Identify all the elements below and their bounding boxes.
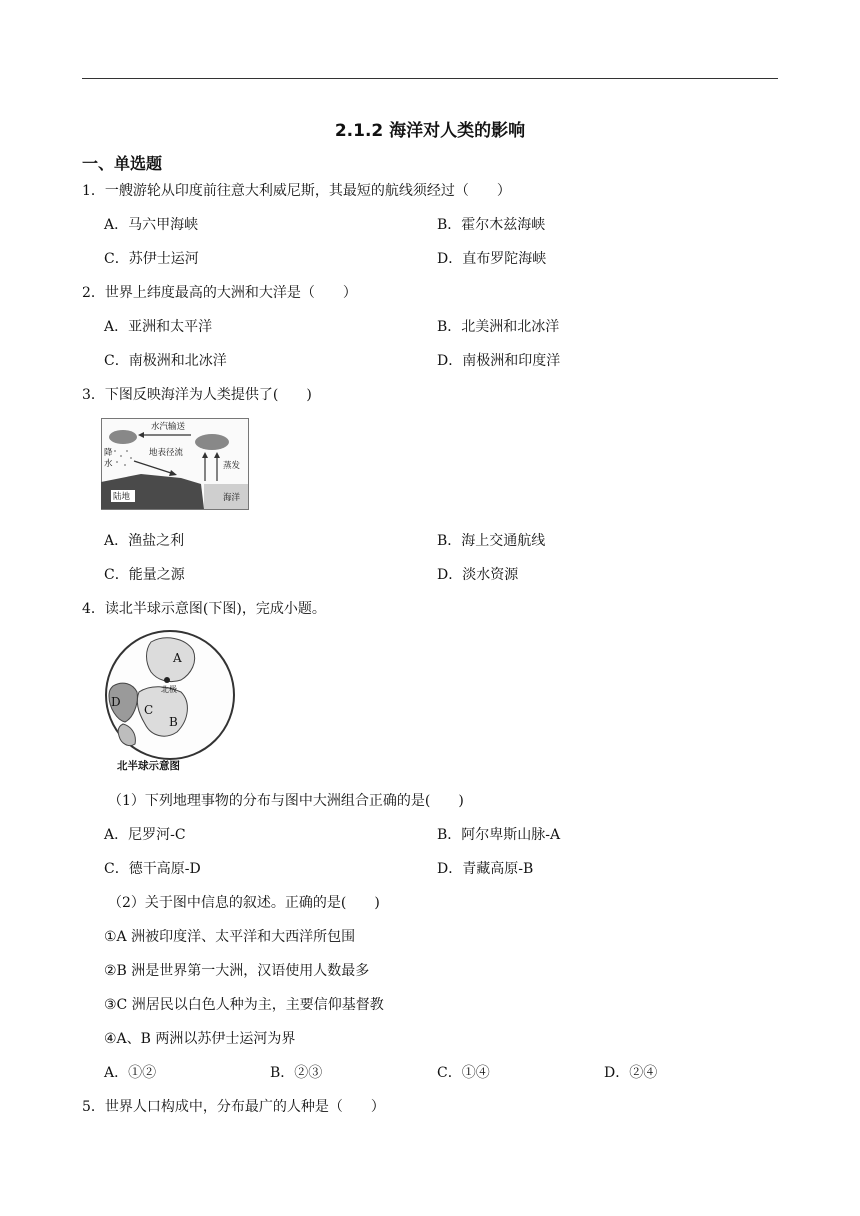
question-3-option-c[interactable]: C．能量之源 — [104, 567, 185, 583]
question-2-option-a[interactable]: A．亚洲和太平洋 — [104, 319, 213, 335]
question-4-sub2-option-d[interactable]: D．②④ — [604, 1065, 658, 1081]
question-3-option-b[interactable]: B．海上交通航线 — [437, 533, 546, 549]
question-1-option-d[interactable]: D．直布罗陀海峡 — [437, 251, 547, 267]
question-1-stem: 1．一艘游轮从印度前往意大利威尼斯，其最短的航线须经过（ ） — [82, 183, 511, 199]
question-4-sub1-option-d[interactable]: D．青藏高原-B — [437, 861, 534, 877]
cloud-right-icon — [195, 434, 229, 450]
north-pole-marker — [164, 677, 170, 683]
northern-hemisphere-map-figure — [101, 628, 239, 774]
question-4-sub2-stem: （2）关于图中信息的叙述。正确的是( ) — [108, 895, 380, 911]
map-label-b: B — [169, 715, 178, 729]
cloud-left-icon — [109, 430, 137, 444]
label-evaporation: 蒸发 — [223, 461, 241, 471]
question-4-sub2-option-b[interactable]: B．②③ — [270, 1065, 323, 1081]
question-3-stem: 3．下图反映海洋为人类提供了( ) — [82, 387, 312, 403]
continent-a-shape — [147, 638, 195, 682]
question-1-option-a[interactable]: A．马六甲海峡 — [104, 217, 199, 233]
map-caption: 北半球示意图 — [117, 760, 180, 772]
question-4-sub2-option-a[interactable]: A．①② — [104, 1065, 157, 1081]
map-label-c: C — [144, 703, 154, 717]
water-cycle-figure — [101, 418, 249, 510]
label-runoff: 地表径流 — [149, 448, 184, 458]
question-4-sub1-option-c[interactable]: C．德干高原-D — [104, 861, 201, 877]
question-4-sub1-option-b[interactable]: B．阿尔卑斯山脉-A — [437, 827, 561, 843]
question-3-option-d[interactable]: D．淡水资源 — [437, 567, 519, 583]
map-label-d: D — [111, 695, 121, 709]
question-2-option-c[interactable]: C．南极洲和北冰洋 — [104, 353, 227, 369]
map-label-a: A — [173, 651, 182, 665]
question-4-sub2-option-c[interactable]: C．①④ — [437, 1065, 490, 1081]
map-label-north-pole: 北极 — [161, 685, 177, 694]
question-1-option-b[interactable]: B．霍尔木兹海峡 — [437, 217, 546, 233]
question-2-option-b[interactable]: B．北美洲和北冰洋 — [437, 319, 560, 335]
label-precip-1: 降 — [104, 448, 113, 458]
question-4-stem: 4．读北半球示意图(下图)，完成小题。 — [82, 601, 326, 617]
question-4-sub1-option-a[interactable]: A．尼罗河-C — [104, 827, 186, 843]
statement-4: ④A、B 两洲以苏伊士运河为界 — [104, 1031, 296, 1047]
question-4-sub1-stem: （1）下列地理事物的分布与图中大洲组合正确的是( ) — [108, 793, 464, 809]
label-ocean: 海洋 — [223, 493, 241, 503]
label-land: 陆地 — [113, 492, 131, 502]
question-5-stem: 5．世界人口构成中，分布最广的人种是（ ） — [82, 1099, 385, 1115]
label-vapor: 水汽输送 — [151, 422, 186, 432]
statement-3: ③C 洲居民以白色人种为主，主要信仰基督教 — [104, 997, 384, 1013]
header-rule — [82, 78, 778, 79]
statement-1: ①A 洲被印度洋、太平洋和大西洋所包围 — [104, 929, 356, 945]
document-title: 2.1.2 海洋对人类的影响 — [334, 121, 526, 141]
question-2-option-d[interactable]: D．南极洲和印度洋 — [437, 353, 561, 369]
statement-2: ②B 洲是世界第一大洲，汉语使用人数最多 — [104, 963, 370, 979]
question-2-stem: 2．世界上纬度最高的大洲和大洋是（ ） — [82, 285, 357, 301]
label-precip-2: 水 — [104, 459, 113, 469]
question-3-option-a[interactable]: A．渔盐之利 — [104, 533, 185, 549]
section-heading: 一、单选题 — [82, 154, 163, 173]
question-1-option-c[interactable]: C．苏伊士运河 — [104, 251, 199, 267]
